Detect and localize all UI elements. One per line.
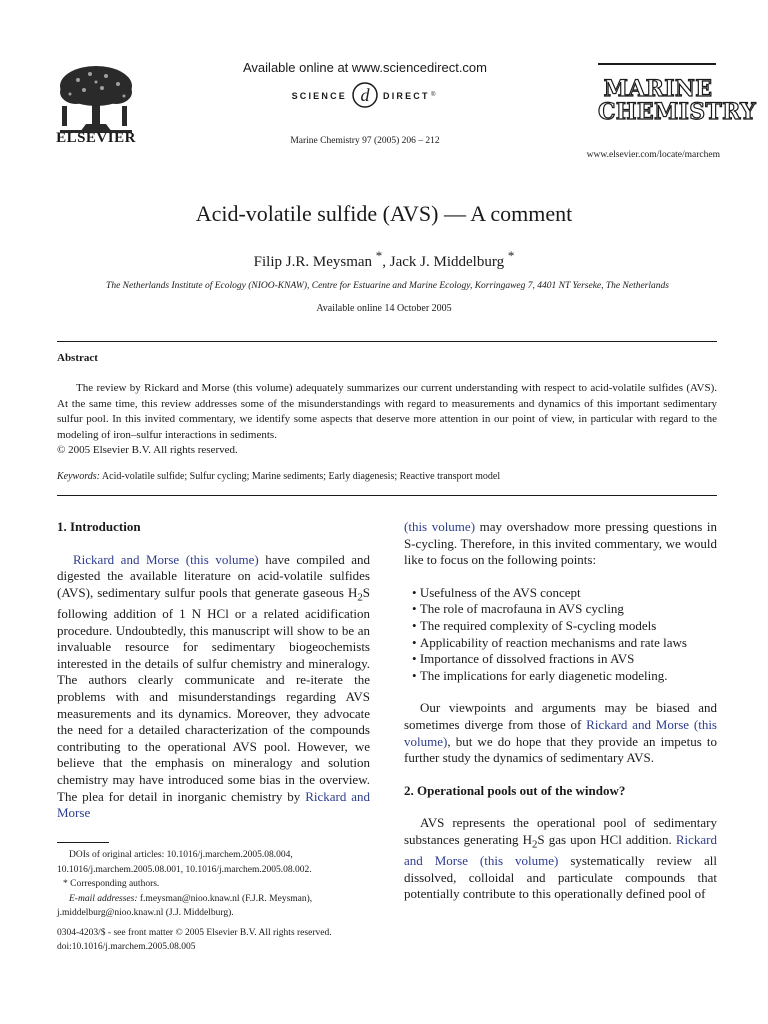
list-item: • The required complexity of S-cycling models <box>412 618 717 635</box>
journal-title-rule <box>598 63 716 65</box>
email-label: E-mail addresses: <box>69 893 138 904</box>
left-column <box>57 519 370 822</box>
citation-link[interactable]: Rickard and Morse (this volume) <box>73 551 259 567</box>
body-text: Our viewpoints and arguments may be biased and sometimes diverge from those of <box>404 700 717 732</box>
available-online-banner[interactable]: Available online at www.sciencedirect.com <box>243 60 487 75</box>
viewpoints-paragraph <box>404 700 717 766</box>
issn-line: 0304-4203/$ - see front matter © 2005 Elsevier B.V. All rights reserved. <box>57 928 332 938</box>
citation-link[interactable]: Rickard and Morse (this volume) <box>404 716 717 749</box>
author-name[interactable]: Jack J. Middelburg <box>389 254 505 270</box>
list-item: • The role of macrofauna in AVS cycling <box>412 601 717 618</box>
elsevier-tree-logo <box>56 62 136 134</box>
svg-text:DIRECT: DIRECT <box>383 91 430 101</box>
keywords-list: Acid-volatile sulfide; Sulfur cycling; Marine sediments; Early diagenesis; Reactive transport model <box>101 471 501 482</box>
svg-text:®: ® <box>431 92 436 98</box>
email-link[interactable]: f.meysman@nioo.knaw.nl (F.J.R. Meysman), <box>137 893 313 904</box>
body-text: systematically review all dissolved, colloidal and particulate compounds that potentially contribute to this operationally defined pool of <box>404 853 717 902</box>
footnote-email2[interactable]: j.middelburg@nioo.knaw.nl (J.J. Middelburg). <box>57 908 234 919</box>
body-text: AVS represents the operational pool of sedimentary substances generating H <box>404 815 717 847</box>
abstract-paragraph: The review by Rickard and Morse (this volume) adequately summarizes our current understanding with respect to acid-volatile sulfides (AVS). At the same time, this review addresses some of the misunderstandings with regard to measurements and dynamics of this important sedimentary sulfur pool. In this invited commentary, we identify some aspects that deserve more attention in our point of view, in particular with regard to the modeling of iron–sulfur interactions in sediments. <box>57 382 717 441</box>
list-item: • The implications for early diagenetic modeling. <box>412 668 717 685</box>
subscript: 2 <box>357 591 363 604</box>
citation-link[interactable]: Rickard and Morse <box>57 788 370 821</box>
abstract-bottom-rule <box>57 495 717 496</box>
section-heading-operational-pools: 2. Operational pools out of the window? <box>404 782 626 798</box>
footnote-emails <box>57 892 375 907</box>
paper-title: Acid-volatile sulfide (AVS) — A comment <box>195 201 573 226</box>
svg-text:d: d <box>360 85 370 105</box>
affiliation: The Netherlands Institute of Ecology (NIOO-KNAW), Centre for Estuarine and Marine Ecology, Korringaweg 7, 4401 NT Yerseke, The Netherlands <box>106 281 669 291</box>
footnote-corresponding: * Corresponding authors. <box>63 879 160 890</box>
footnotes <box>57 848 375 921</box>
doi-line[interactable]: doi:10.1016/j.marchem.2005.08.005 <box>57 942 196 953</box>
body-text: S gas upon HCl addition. <box>537 831 676 847</box>
list-item: • Usefulness of the AVS concept <box>412 585 717 602</box>
footnote-dois: DOIs of original articles: 10.1016/j.marchem.2005.08.004, 10.1016/j.marchem.2005.08.001, 10.1016/j.marchem.2005.08.002. <box>57 850 312 875</box>
journal-title-line1: MARINE <box>603 76 713 102</box>
citation-link[interactable]: Rickard and Morse (this volume) <box>404 831 717 869</box>
corresponding-mark[interactable]: * <box>507 248 515 263</box>
subscript: 2 <box>531 838 538 851</box>
intro-paragraph <box>57 552 370 822</box>
citation-link[interactable]: (this volume) <box>404 519 476 534</box>
publisher-name: ELSEVIER <box>56 130 136 146</box>
journal-reference: Marine Chemistry 97 (2005) 206 – 212 <box>290 136 440 146</box>
abstract-copyright: © 2005 Elsevier B.V. All rights reserved. <box>57 444 238 456</box>
svg-text:SCIENCE: SCIENCE <box>291 91 347 101</box>
focus-points-list <box>404 585 717 685</box>
abstract-heading: Abstract <box>57 352 98 364</box>
journal-title <box>598 76 756 125</box>
abstract-top-rule <box>57 341 717 342</box>
keywords <box>57 471 717 482</box>
list-item: • Applicability of reaction mechanisms and rate laws <box>412 635 717 652</box>
intro-continuation <box>404 519 717 569</box>
journal-title-line2: CHEMISTRY <box>598 99 756 125</box>
available-online-date: Available online 14 October 2005 <box>316 303 452 314</box>
intro-text: may overshadow more pressing questions in S-cycling. Therefore, in this invited commentary, we would like to focus on the following points: <box>404 519 718 568</box>
body-text: , but we do hope that they provide an impetus to further study the dynamics of sedimentary AVS. <box>404 733 717 766</box>
author-name[interactable]: Filip J.R. Meysman <box>253 254 373 270</box>
right-column <box>404 519 717 903</box>
keywords-label: Keywords: <box>57 471 100 482</box>
list-item: • Importance of dissolved fractions in AVS <box>412 651 717 668</box>
journal-url-link[interactable]: www.elsevier.com/locate/marchem <box>586 150 720 160</box>
author-list: Filip J.R. Meysman *, Jack J. Middelburg * <box>253 248 515 270</box>
section2-paragraph <box>404 815 717 903</box>
abstract-body <box>57 381 717 459</box>
copyright-footer <box>57 926 397 954</box>
intro-text: have compiled and digested the available literature on acid-volatile sulfides (AVS), sedimentary sulfur pools that generate gaseous H <box>57 551 371 600</box>
sciencedirect-logo <box>245 80 485 112</box>
corresponding-mark[interactable]: * <box>375 248 383 263</box>
section-heading-introduction: 1. Introduction <box>57 519 141 534</box>
footnote-rule <box>57 842 109 843</box>
intro-text: S following addition of 1 N HCl or a related acidification procedure. Undoubtedly, this manuscript will show to be an invaluable resource for sedimentary biogeochemists interested in the details of sulfur chemistry and mineralogy. The authors clearly communicate and re-iterate the problems with and misunderstandings regarding AVS measurements and its dynamics. Moreover, they advocate the need for a detailed characterization of the compounds contributing to the operational AVS pool. However, we believe that the emphasis on mineralogy and solution chemistry may have introduced some bias in the overview. The plea for detail in inorganic chemistry by <box>57 584 370 804</box>
